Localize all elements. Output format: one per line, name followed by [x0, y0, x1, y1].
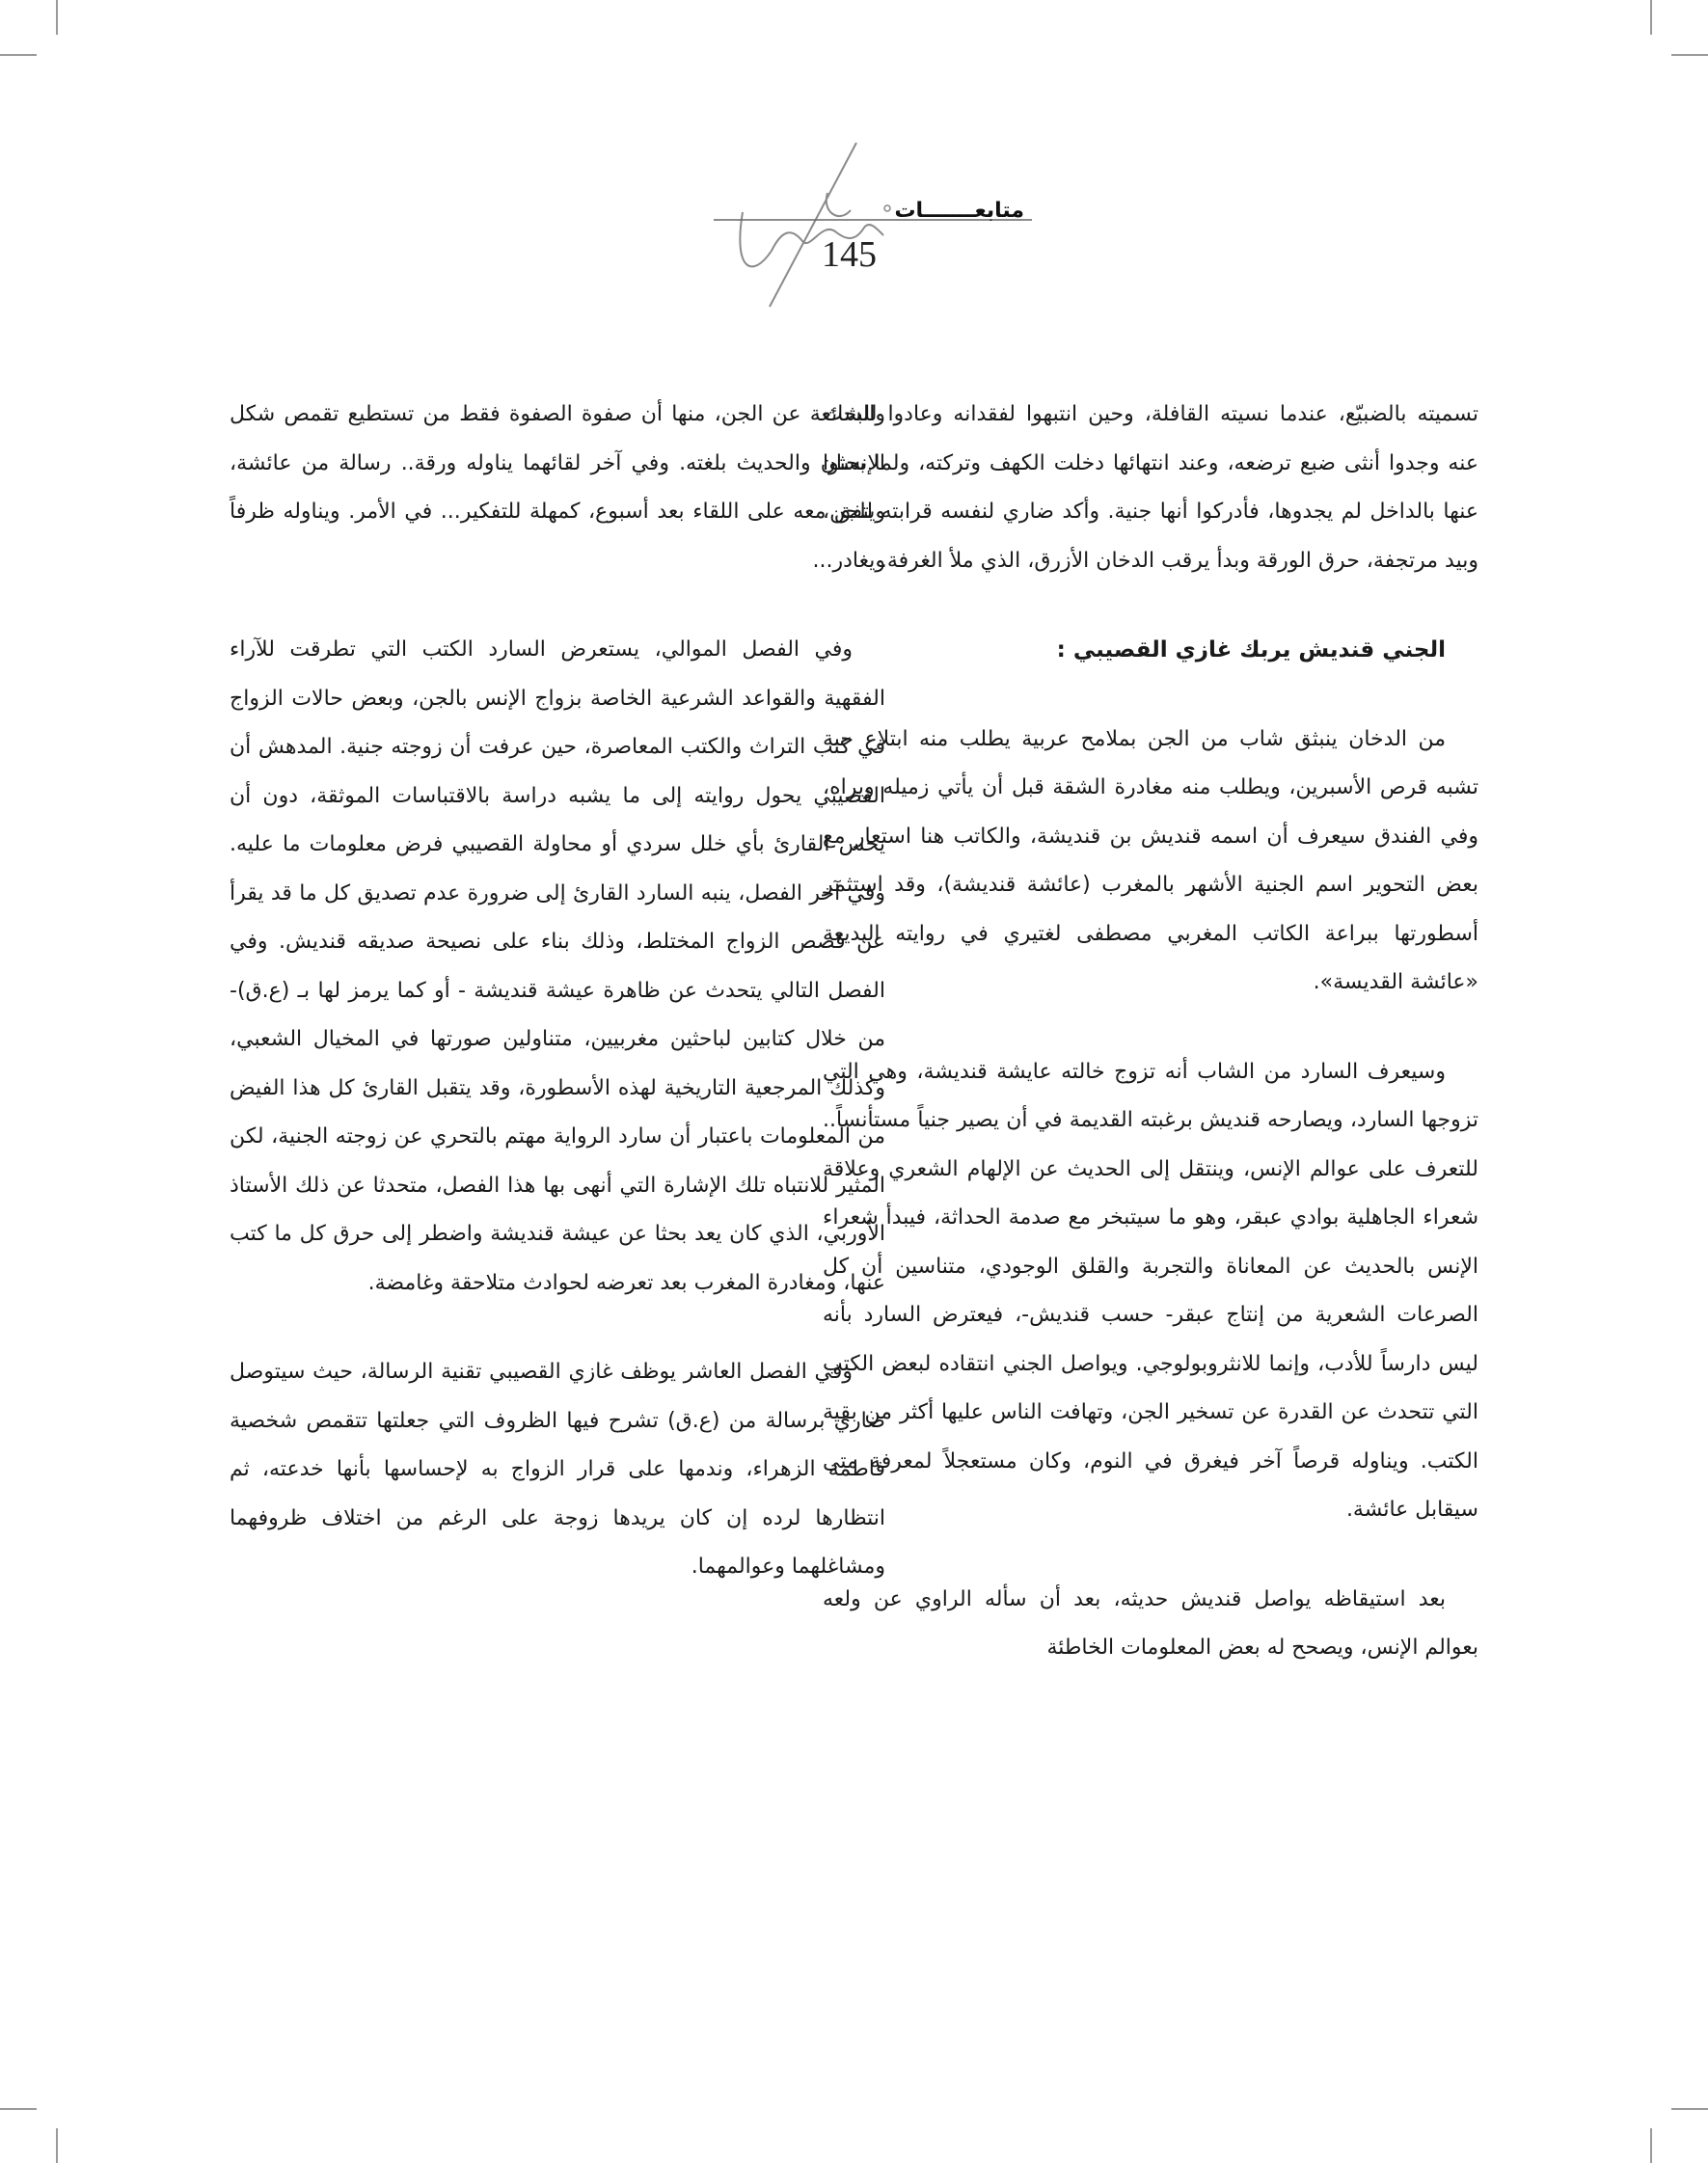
section-label: متابعـــــــات — [894, 199, 1024, 223]
left-column — [230, 391, 885, 1633]
magazine-logo-icon — [714, 135, 1032, 313]
crop-mark-top-right-h — [1671, 54, 1708, 56]
section-heading: الجني قنديش يربك غازي القصيبي : — [1056, 637, 1446, 662]
crop-mark-bottom-left-h — [0, 2108, 37, 2110]
right-paragraph-3: وسيعرف السارد من الشاب أنه تزوج خالته عايشة قنديشة، وهي التي تزوجها السارد، ويصارحه قنديش برغبته القديمة في أن يصير جنياً مستأنساً.. للتعرف على عوالم الإنس، وينتقل إلى الحديث عن الإلهام الشعري وعلاقة شعراء الجاهلية بوادي عبقر، وهو ما سيتبخر مع صدمة الحداثة، فيبدأ شعراء الإنس بالحديث عن المعاناة والتجربة والقلق الوجودي، متناسين أن كل الصرعات الشعرية من إنتاج عبقر- حسب قنديش-، فيعترض السارد بأنه ليس دارساً للأدب، وإنما للانثروبولوجي. ويواصل الجني انتقاده لبعض الكتب التي تتحدث عن القدرة عن تسخير الجن، وتهافت الناس عليها أكثر من بقية الكتب. ويناوله قرصاً آخر فيغرق في النوم، وكان مستعجلاً لمعرفة متى سيقابل عائشة. — [823, 1059, 1478, 1522]
page-header — [714, 135, 1032, 313]
crop-mark-top-left-h — [0, 54, 37, 56]
left-paragraph-3: وفي الفصل العاشر يوظف غازي القصيبي تقنية الرسالة، حيث سيتوصل ضاري برسالة من (ع.ق) تشرح فيها الظروف التي جعلتها تتقمص شخصية فاطمة الزهراء، وندمها على قرار الزواج به لإحساسها بأنها خدعته، ثم انتظارها لرده إن كان يريدها زوجة على الرغم من اختلاف ظروفهما ومشاغلهما وعوالمهما. — [230, 1360, 885, 1579]
left-paragraph-2: وفي الفصل الموالي، يستعرض السارد الكتب التي تطرقت للآراء الفقهية والقواعد الشرعية الخاصة بزواج الإنس بالجن، وبعض حالات الزواج في كتب التراث والكتب المعاصرة، حين عرفت أن زوجته جنية. المدهش أن القصيبي يحول روايته إلى ما يشبه دراسة بالاقتباسات الموثقة، دون أن يحس القارئ بأي خلل سردي أو محاولة القصيبي فرض معلومات ما عليه. وفي آخر الفصل، ينبه السارد القارئ إلى ضرورة عدم تصديق كل ما قد يقرأ عن قصص الزواج المختلط، وذلك بناء على نصيحة صديقه قنديش. وفي الفصل التالي يتحدث عن ظاهرة عيشة قنديشة - أو كما يرمز لها بـ (ع.ق)- من خلال كتابين لباحثين مغربيين، متناولين صورتها في المخيال الشعبي، وكذلك المرجعية التاريخية لهذه الأسطورة، وقد يتقبل القارئ كل هذا الفيض من المعلومات باعتبار أن سارد الرواية مهتم بالتحري عن زوجته الجنية، لكن المثير للانتباه تلك الإشارة التي أنهى بها هذا الفصل، متحدثا عن ذلك الأستاذ الأوربي، الذي كان يعد بحثا عن عيشة قنديشة واضطر إلى حرق كل ما كتب عنها، ومغادرة المغرب بعد تعرضه لحوادث متلاحقة وغامضة. — [230, 637, 885, 1295]
crop-mark-bottom-right-h — [1671, 2108, 1708, 2110]
left-paragraph-1: والشائعة عن الجن، منها أن صفوة الصفوة فقط من تستطيع تقمص شكل الإنسان والحديث بلغته. وفي آخر لقائهما يناوله ورقة.. رسالة من عائشة، ويتفق معه على اللقاء بعد أسبوع، كمهلة للتفكير... في الأمر. ويناوله ظرفاً ويغادر... — [230, 402, 885, 573]
right-column — [823, 391, 1478, 1714]
crop-mark-top-left-v — [56, 0, 58, 35]
right-paragraph-1: تسميته بالضبيّع، عندما نسيته القافلة، وحين انتبهوا لفقدانه وعادوا للبحث عنه وجدوا أنثى ضبع ترضعه، وعند انتهائها دخلت الكهف وتركته، ولما بحثوا عنها بالداخل لم يجدوها، فأدركوا أنها جنية. وأكد ضاري لنفسه قرابته للجن، وبيد مرتجفة، حرق الورقة وبدأ يرقب الدخان الأزرق، الذي ملأ الغرفة. — [823, 402, 1478, 573]
crop-mark-top-right-v — [1650, 0, 1652, 35]
right-paragraph-2: من الدخان ينبثق شاب من الجن بملامح عربية يطلب منه ابتلاع حبة تشبه قرص الأسبرين، ويطلب منه مغادرة الشقة قبل أن يأتي زميله ويراه، وفي الفندق سيعرف أن اسمه قنديش بن قنديشة، والكاتب هنا استعار مع بعض التحوير اسم الجنية الأشهر بالمغرب (عائشة قنديشة)، وقد استثمر أسطورتها ببراعة الكاتب المغربي مصطفى لغتيري في روايته البديعة «عائشة القديسة». — [823, 726, 1478, 994]
crop-mark-bottom-right-v — [1650, 2128, 1652, 2163]
crop-mark-bottom-left-v — [56, 2128, 58, 2163]
page-number: 145 — [822, 234, 877, 275]
right-paragraph-4: بعد استيقاظه يواصل قنديش حديثه، بعد أن سأله الراوي عن ولعه بعوالم الإنس، ويصحح له بعض المعلومات الخاطئة — [823, 1586, 1478, 1660]
